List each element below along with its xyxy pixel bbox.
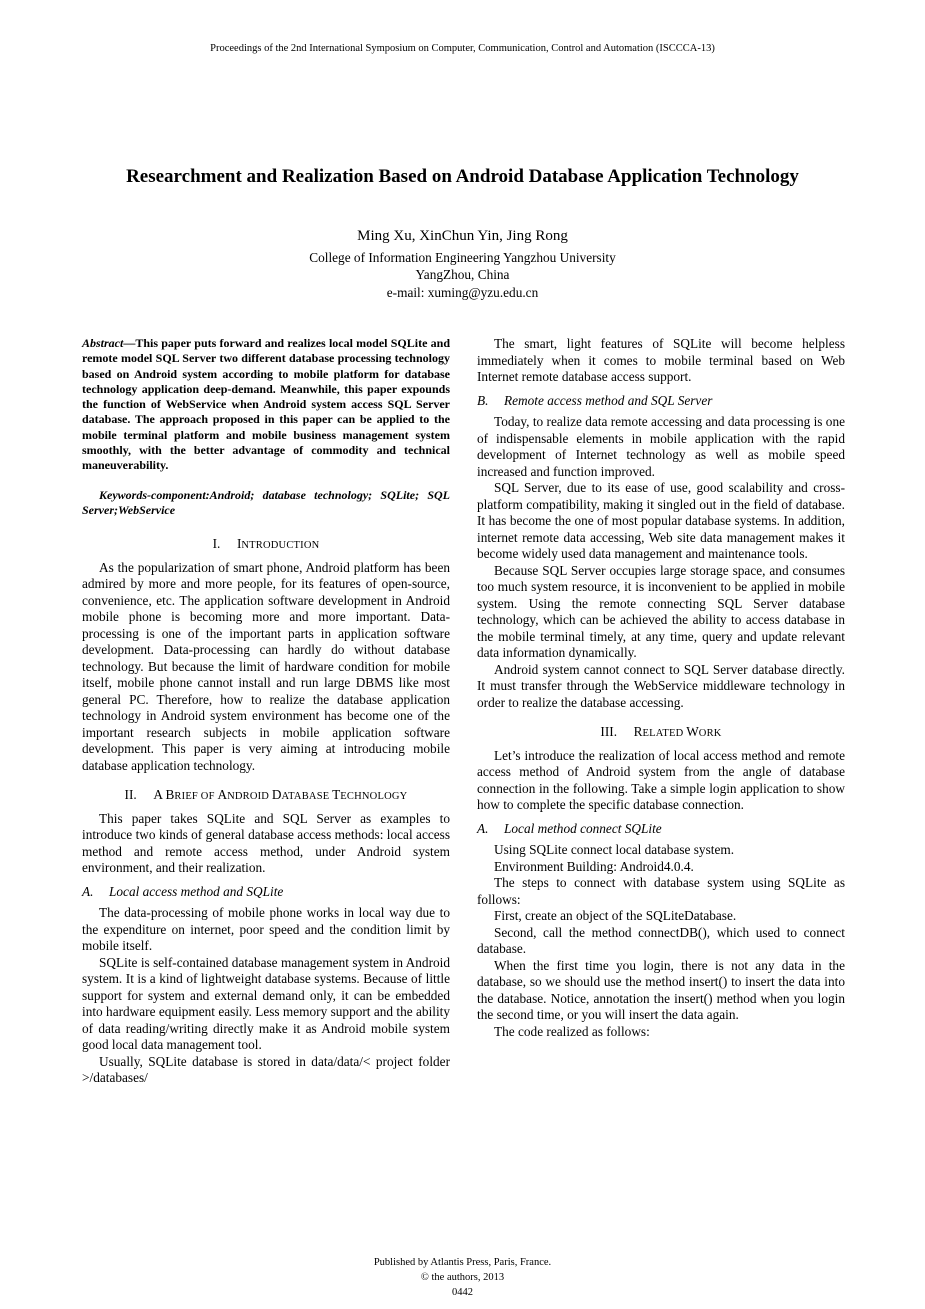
section-title-part: D <box>271 787 282 803</box>
section-title-rest: NTRODUCTION <box>241 540 320 552</box>
paragraph: The smart, light features of SQLite will become helpless immediately when it comes to mobile terminal based on Web Internet remote database access support. <box>477 336 845 384</box>
subsection-number: A. <box>82 883 94 899</box>
subsection-heading-local-access <box>82 884 450 901</box>
subsection-title: Local access method and SQLite <box>109 883 284 899</box>
abstract-text: This paper puts forward and realizes local model SQLite and remote model SQL Server two different database processing technology based on Android system according to mobile platform for database technology application deep-demand. Meanwhile, this paper expounds the function of WebService when Android system access SQL Server database. The approach proposed in this paper can be applied to the mobile terminal platform and mobile business management system smoothly, with the better advantage of commodity and technical maneuverability. <box>82 336 450 473</box>
abstract <box>82 336 450 474</box>
paragraph: Environment Building: Android4.0.4. <box>494 858 694 874</box>
paragraph: SQL Server, due to its ease of use, good scalability and cross-platform compatibility, making it singled out in the field of database. It has become the one of most popular database systems. In addition, internet remote data accessing, Web site data management makes it become widely used data management and maintenance tools. <box>477 480 845 561</box>
subsection-number: A. <box>477 820 489 836</box>
abstract-dash: — <box>123 336 136 350</box>
paragraph: When the first time you login, there is not any data in the database, so we should use the method insert() to insert the data into the database. Notice, annotation the insert() method when you login the second time, or you will insert the data again. <box>477 957 845 1022</box>
affiliation-location: YangZhou, China <box>415 267 510 282</box>
section-title-part: ECHNOLOGY <box>340 791 408 803</box>
paragraph: First, create an object of the SQLiteDatabase. <box>494 908 737 923</box>
subsection-title: Local method connect SQLite <box>504 820 662 836</box>
paper-title: Researchment and Realization Based on Android Database Application Technology <box>126 166 799 187</box>
section-title-initial: I <box>236 536 242 552</box>
subsection-heading-remote-access <box>477 393 845 410</box>
section-title-part: R <box>633 724 643 739</box>
section-title-part: ELATED <box>642 728 687 739</box>
subsection-number: B. <box>477 392 489 408</box>
left-column <box>82 336 450 1087</box>
abstract-label: Abstract <box>82 336 124 350</box>
section-title-part: ATABASE <box>281 791 333 803</box>
section-number: III. <box>600 724 618 739</box>
section-title-part: A <box>217 787 228 803</box>
subsection-heading-local-method <box>477 821 845 838</box>
paragraph: Let’s introduce the realization of local access method and remote access method of Android system from the angle of database connection in the following. Take a simple login application to show how to complete the specific database connection. <box>477 747 845 812</box>
paragraph: Using SQLite connect local database system. <box>494 842 735 857</box>
paragraph: Usually, SQLite database is stored in data/data/< project folder >/databases/ <box>82 1053 450 1086</box>
footer-copyright: © the authors, 2013 <box>420 1272 505 1283</box>
paragraph: This paper takes SQLite and SQL Server as examples to introduce two kinds of general database access methods: local access method and remote access method, under Android system environment, and their realization. <box>82 810 450 876</box>
paragraph: Second, call the method connectDB(), which used to connect database. <box>477 924 845 956</box>
paragraph: The steps to connect with database system using SQLite as follows: <box>477 875 845 907</box>
section-number: I. <box>212 536 221 552</box>
section-heading-related-work <box>477 724 845 743</box>
paragraph: As the popularization of smart phone, Android platform has been admired by more and more people, for its features of open-source, convenience, etc. The application software development in Android mobile phone is becoming more and more important. Data-processing is one of the important parts in application software development. Data-processing can hardly do without database technology. But because the limit of hardware condition for mobile itself, mobile phone cannot install and run large DBMS like most general PC. Therefore, how to realize the database application technology in Android system environment has become one of the important research subjects in mobile application software development. This paper is very aiming at introducing mobile database application technology. <box>82 559 450 773</box>
subsection-title: Remote access method and SQL Server <box>504 392 713 408</box>
section-title-part: W <box>686 724 699 739</box>
paragraph: SQLite is self-contained database management system in Android system. It is a kind of lightweight database systems. Because of little support for system and external demand only, it can be embedded into hardware equipment easily. Less memory support and the ability of data reading/writing directly make it as Android mobile system good local data management tool. <box>82 954 450 1053</box>
paragraph: Because SQL Server occupies large storage space, and consumes too much system resource, it is inconvenient to be applied in mobile system. Using the remote connecting SQL Server database technology, which can be achieved the ability to access database in the mobile terminal timely, at any time, query and update relevant data information dynamically. <box>477 562 845 660</box>
footer-publisher: Published by Atlantis Press, Paris, France. <box>373 1257 552 1268</box>
section-title-part: ORK <box>698 728 722 739</box>
paragraph: Today, to realize data remote accessing and data processing is one of indispensable elements in mobile application with the rapid development of Internet technology as well as mobile speed increased and function improved. <box>477 414 845 479</box>
page-number: 0442 <box>452 1287 473 1298</box>
section-heading-introduction <box>82 536 450 555</box>
affiliation-email: e-mail: xuming@yzu.edu.cn <box>386 285 539 300</box>
section-heading-brief <box>82 787 450 806</box>
section-title-part: NDROID <box>227 791 272 803</box>
paragraph: Android system cannot connect to SQL Server database directly. It must transfer through the WebService middleware technology in order to realize the database accessing. <box>477 661 845 710</box>
keywords: Keywords-component:Android; database technology; SQLite; SQL Server;WebService <box>82 487 450 517</box>
paragraph: The data-processing of mobile phone works in local way due to the expenditure on internet, poor speed and the condition limit by mobile itself. <box>82 905 450 954</box>
section-title-part: T <box>332 787 341 803</box>
section-number: II. <box>124 787 137 803</box>
affiliation-institution: College of Information Engineering Yangzhou University <box>309 250 616 265</box>
author-list: Ming Xu, XinChun Yin, Jing Rong <box>357 228 568 244</box>
section-title-part: A B <box>153 787 175 803</box>
paragraph: The code realized as follows: <box>494 1023 650 1039</box>
right-column <box>477 336 845 1040</box>
section-title-part: RIEF OF <box>174 791 218 803</box>
running-head: Proceedings of the 2nd International Symposium on Computer, Communication, Control and Automation (ISCCCA-13) <box>210 43 715 54</box>
